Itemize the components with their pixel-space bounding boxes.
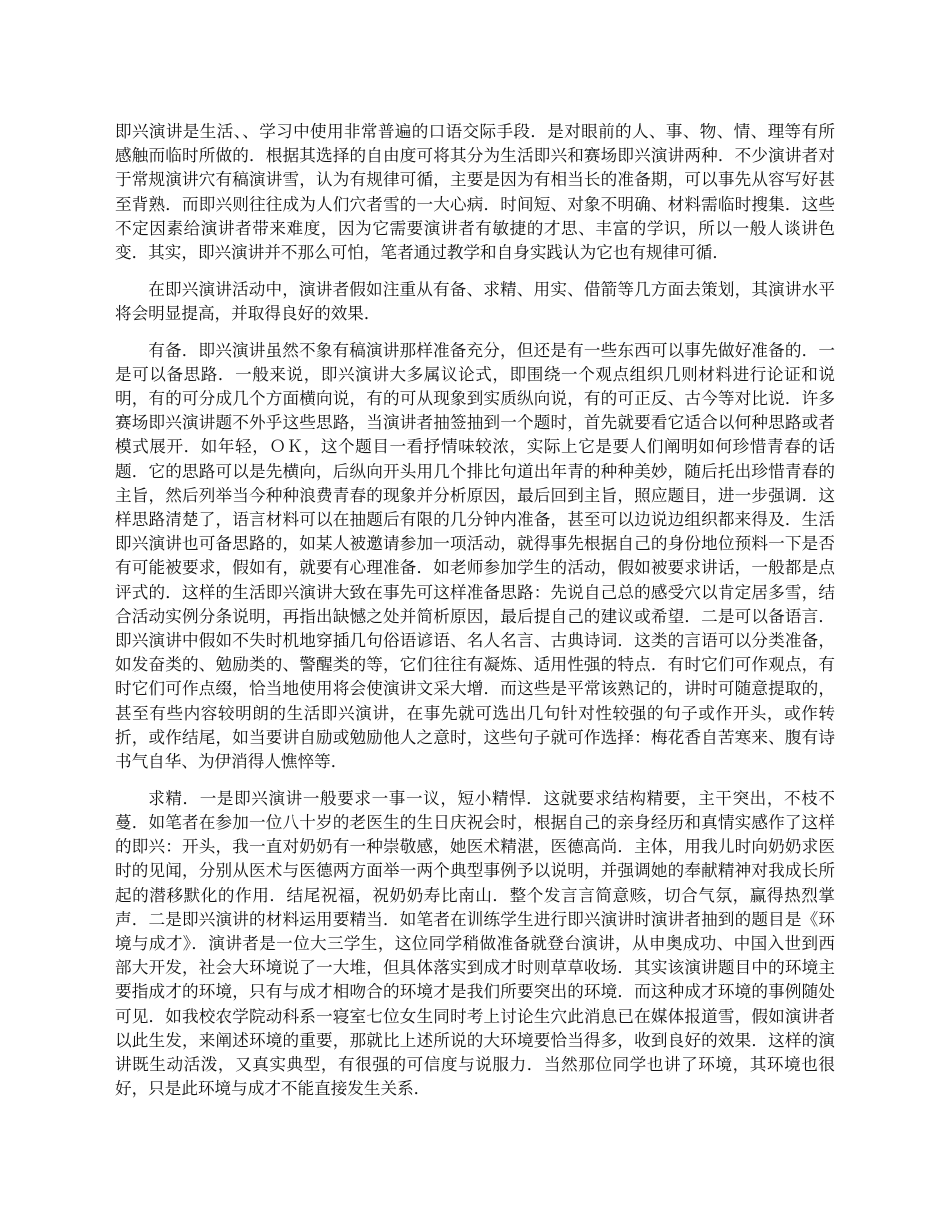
paragraph-refinement: 求精．一是即兴演讲一般要求一事一议，短小精悍．这就要求结构精要，主干突出，不枝不蔓．如笔者在参加一位八十岁的老医生的生日庆祝会时，根据自己的亲身经历和真情实感作了这样的即兴：开头，我一直对奶奶有一种崇敬感，她医术精湛，医德高尚．主体，用我儿时向奶奶求医时的见闻，分别从医术与医德两方面举一两个典型事例予以说明，并强调她的奉献精神对我成长所起的潜移默化的作用．结尾祝福，祝奶奶寿比南山．整个发言言简意赅，切合气氛，赢得热烈掌声．二是即兴演讲的材料运用要精当．如笔者在训练学生进行即兴演讲时演讲者抽到的题目是《环境与成才》．演讲者是一位大三学生，这位同学稍做准备就登台演讲，从申奥成功、中国入世到西部大开发，社会大环境说了一大堆，但具体落实到成才时则草草收场．其实该演讲题目中的环境主要指成才的环境，只有与成才相吻合的环境才是我们所要突出的环境．而这种成才环境的事例随处可见．如我校农学院动科系一寝室七位女生同时考上讨论生穴此消息已在媒体报道雪，假如演讲者以此生发，来阐述环境的重要，那就比上述所说的大环境要恰当得多，收到良好的效果．这样的演讲既生动活泼，又真实典型，有很强的可信度与说服力．当然那位同学也讲了环境，其环境也很好，只是此环境与成才不能直接发生关系．	[115, 788, 835, 1099]
document-body	[115, 120, 835, 1114]
paragraph-preparation: 有备．即兴演讲虽然不象有稿演讲那样准备充分，但还是有一些东西可以事先做好准备的．一是可以备思路．一般来说，即兴演讲大多属议论式，即围绕一个观点组织几则材料进行论证和说明，有的可分成几个方面横向说，有的可从现象到实质纵向说，有的可正反、古今等对比说．许多赛场即兴演讲题不外乎这些思路，当演讲者抽签抽到一个题时，首先就要看它适合以何种思路或者模式展开．如年轻，ＯＫ，这个题目一看抒情味较浓，实际上它是要人们阐明如何珍惜青春的话题．它的思路可以是先横向，后纵向开头用几个排比句道出年青的种种美妙，随后托出珍惜青春的主旨，然后列举当今种种浪费青春的现象并分析原因，最后回到主旨，照应题目，进一步强调．这样思路清楚了，语言材料可以在抽题后有限的几分钟内准备，甚至可以边说边组织都来得及．生活即兴演讲也可备思路的，如某人被邀请参加一项活动，就得事先根据自己的身份地位预料一下是否有可能被要求，假如有，就要有心理准备．如老师参加学生的活动，假如被要求讲话，一般都是点评式的．这样的生活即兴演讲大致在事先可这样准备思路：先说自己总的感受穴以肯定居多雪，结合活动实例分条说明，再指出缺憾之处并简析原因，最后提自己的建议或希望．二是可以备语言．即兴演讲中假如不失时机地穿插几句俗语谚语、名人名言、古典诗词．这类的言语可以分类准备，如发奋类的、勉励类的、警醒类的等，它们往往有凝炼、适用性强的特点．有时它们可作观点，有时它们可作点缀，恰当地使用将会使演讲文采大增．而这些是平常该熟记的，讲时可随意提取的，甚至有些内容较明朗的生活即兴演讲，在事先就可选出几句针对性较强的句子或作开头，或作转折，或作结尾，如当要讲自励或勉励他人之意时，这些句子就可作选择：梅花香自苦寒来、腹有诗书气自华、为伊消得人憔悴等．	[115, 340, 835, 772]
paragraph-overview: 在即兴演讲活动中，演讲者假如注重从有备、求精、用实、借箭等几方面去策划，其演讲水平将会明显提高，并取得良好的效果．	[115, 279, 835, 323]
paragraph-intro: 即兴演讲是生活、、学习中使用非常普遍的口语交际手段．是对眼前的人、事、物、情、理等有所感触而临时所做的．根据其选择的自由度可将其分为生活即兴和赛场即兴演讲两种．不少演讲者对于常规演讲穴有稿演讲雪，认为有规律可循，主要是因为有相当长的准备期，可以事先从容写好甚至背熟．而即兴则往往成为人们穴者雪的一大心病．时间短、对象不明确、材料需临时搜集．这些不定因素给演讲者带来难度，因为它需要演讲者有敏捷的才思、丰富的学识，所以一般人谈讲色变．其实，即兴演讲并不那么可怕，笔者通过教学和自身实践认为它也有规律可循．	[115, 122, 835, 263]
